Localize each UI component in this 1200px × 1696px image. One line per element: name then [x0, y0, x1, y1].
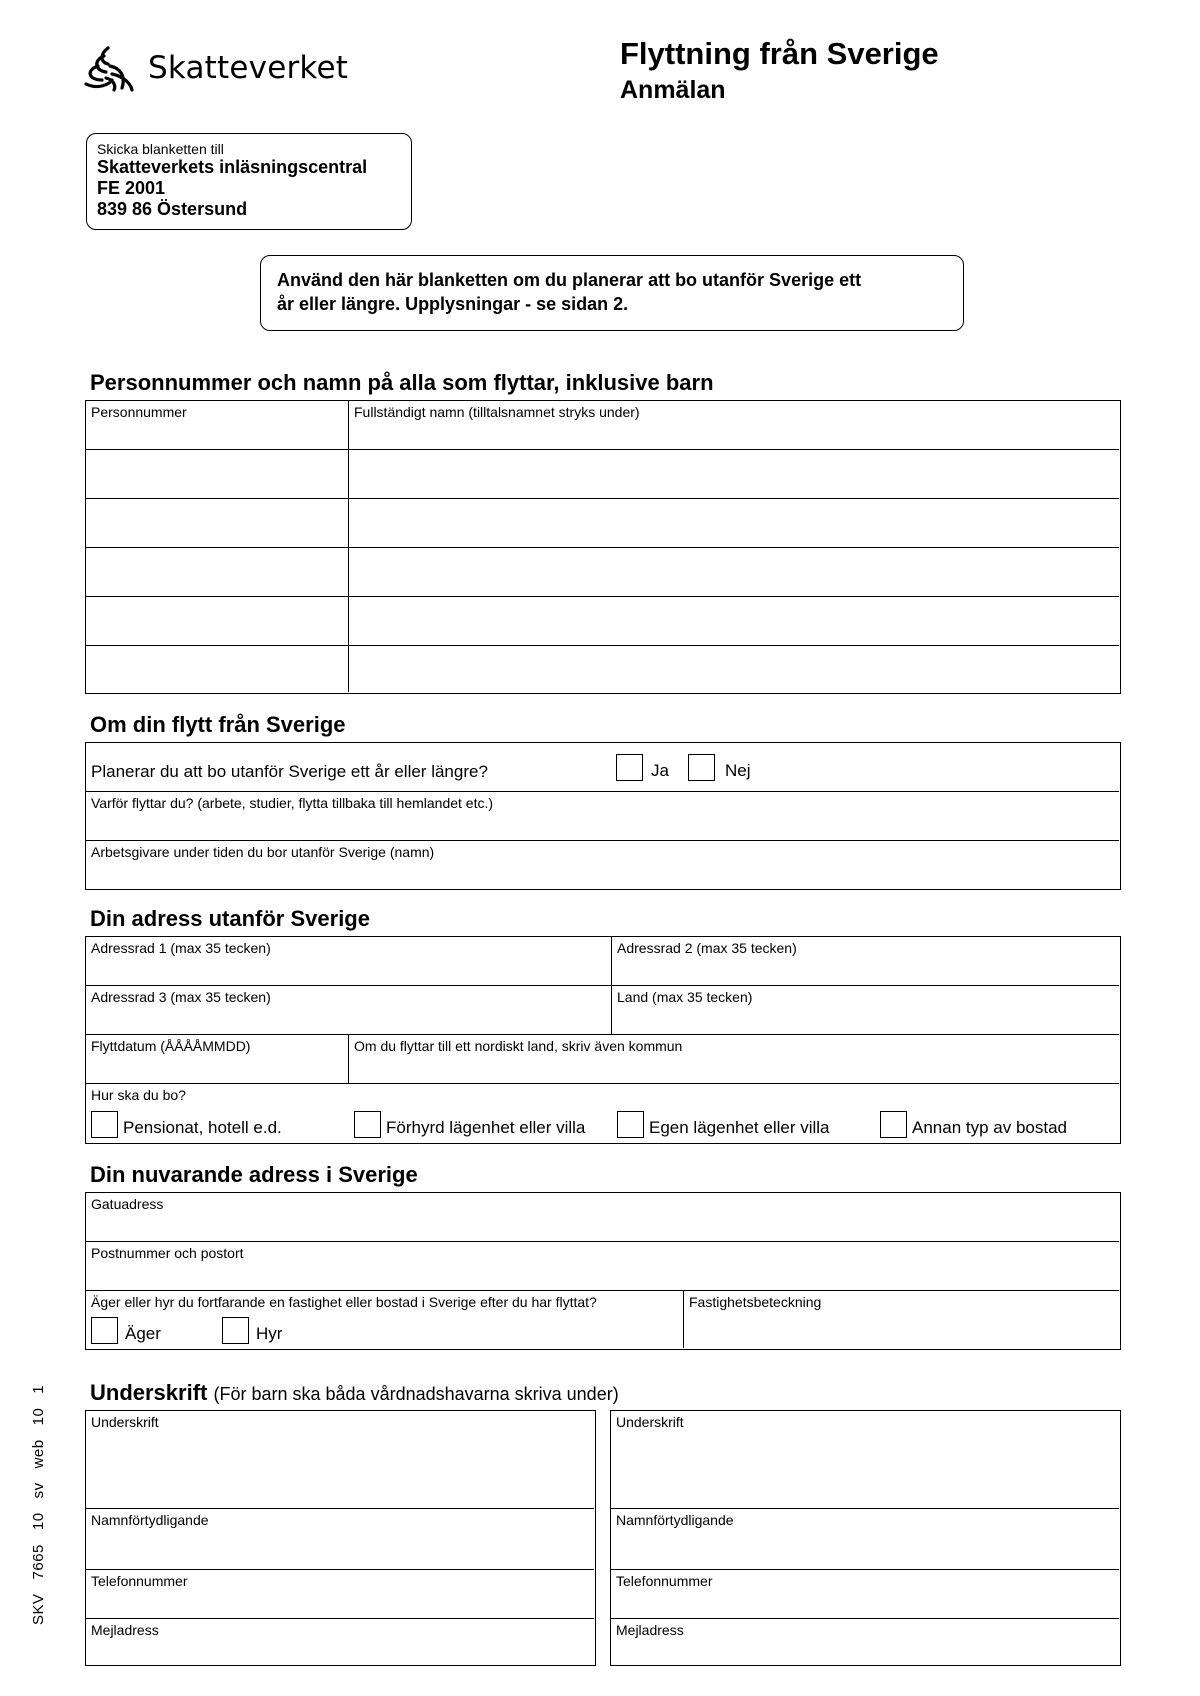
fullname-label: Fullständigt namn (tilltalsnamnet stryks under): [354, 404, 640, 420]
email-label: Mejladress: [616, 1622, 684, 1638]
signature-field[interactable]: [86, 1411, 594, 1509]
address-line2-field[interactable]: [612, 937, 1119, 986]
personnummer-field[interactable]: [86, 646, 349, 692]
fullname-field[interactable]: [349, 597, 1119, 646]
own-rent-question: Äger eller hyr du fortfarande en fastighet eller bostad i Sverige efter du har flyttat?: [91, 1294, 597, 1310]
move-table: [85, 742, 1121, 890]
address-line1-label: Adressrad 1 (max 35 tecken): [91, 940, 271, 956]
signature-label: Underskrift: [616, 1414, 684, 1430]
employer-label: Arbetsgivare under tiden du bor utanför Sverige (namn): [91, 844, 435, 860]
country-label: Land (max 35 tecken): [617, 989, 753, 1005]
stay-abroad-row: [86, 743, 1119, 792]
employer-field[interactable]: [86, 841, 1119, 888]
abroad-section-title: Din adress utanför Sverige: [90, 906, 370, 931]
housing-pension-checkbox[interactable]: [91, 1111, 118, 1138]
housing-label: Hur ska du bo?: [91, 1087, 186, 1103]
country-field[interactable]: [612, 986, 1119, 1035]
phone-label: Telefonnummer: [616, 1573, 713, 1589]
email-label: Mejladress: [91, 1622, 159, 1638]
email-field[interactable]: [611, 1619, 1119, 1664]
signature-section-title: [90, 1380, 619, 1406]
own-rent-row: [86, 1291, 684, 1348]
email-field[interactable]: [86, 1619, 594, 1664]
personnummer-field[interactable]: [86, 450, 349, 499]
form-title: Flyttning från Sverige: [620, 36, 939, 71]
personnummer-header[interactable]: [86, 401, 349, 450]
personnummer-field[interactable]: [86, 597, 349, 646]
phone-field[interactable]: [86, 1570, 594, 1619]
street-field[interactable]: [86, 1193, 1119, 1242]
current-section-title: Din nuvarande adress i Sverige: [90, 1162, 418, 1187]
yes-label: Ja: [651, 761, 669, 780]
housing-other-checkbox[interactable]: [880, 1111, 907, 1138]
housing-pension-label: Pensionat, hotell e.d.: [123, 1118, 282, 1137]
housing-other-label: Annan typ av bostad: [912, 1118, 1068, 1137]
skatteverket-logo-icon: [82, 44, 138, 92]
current-table: [85, 1192, 1121, 1350]
property-field[interactable]: [684, 1291, 1119, 1348]
phone-field[interactable]: [611, 1570, 1119, 1619]
abroad-table: [85, 936, 1121, 1144]
nordic-municipality-label: Om du flyttar till ett nordiskt land, skriv även kommun: [354, 1038, 683, 1054]
no-label: Nej: [725, 761, 751, 780]
info-line2: år eller längre. Upplysningar - se sidan 2.: [277, 294, 629, 314]
address-line2-label: Adressrad 2 (max 35 tecken): [617, 940, 797, 956]
postal-label: Postnummer och postort: [91, 1245, 244, 1261]
name-clarification-field[interactable]: [86, 1509, 594, 1570]
street-label: Gatuadress: [91, 1196, 164, 1212]
signature-field[interactable]: [611, 1411, 1119, 1509]
phone-label: Telefonnummer: [91, 1573, 188, 1589]
address-line3-field[interactable]: [86, 986, 612, 1035]
own-label: Äger: [125, 1324, 161, 1343]
housing-rented-label: Förhyrd lägenhet eller villa: [386, 1118, 586, 1137]
housing-rented-checkbox[interactable]: [354, 1111, 381, 1138]
name-clarification-label: Namnförtydligande: [616, 1512, 734, 1528]
form-code: SKV 7665 10 sv web 10 1: [30, 1384, 47, 1625]
signature-label: Underskrift: [91, 1414, 159, 1430]
address-line3-label: Adressrad 3 (max 35 tecken): [91, 989, 271, 1005]
send-to-label: Skicka blanketten till: [97, 141, 224, 157]
persons-table: [85, 400, 1121, 694]
postal-field[interactable]: [86, 1242, 1119, 1291]
fullname-header[interactable]: [349, 401, 1119, 450]
personnummer-field[interactable]: [86, 548, 349, 597]
send-to-box: [86, 133, 412, 230]
fullname-field[interactable]: [349, 548, 1119, 597]
info-line1: Använd den här blanketten om du planerar att bo utanför Sverige ett: [277, 270, 862, 290]
name-clarification-label: Namnförtydligande: [91, 1512, 209, 1528]
stay-abroad-question: Planerar du att bo utanför Sverige ett år eller längre?: [91, 762, 488, 781]
fullname-field[interactable]: [349, 499, 1119, 548]
send-to-line2: FE 2001: [97, 178, 166, 198]
send-to-line1: Skatteverkets inläsningscentral: [97, 157, 368, 177]
signature-note: (För barn ska båda vårdnadshavarna skriva under): [213, 1384, 619, 1404]
form-subtitle: Anmälan: [620, 76, 726, 104]
no-checkbox[interactable]: [688, 754, 715, 781]
personnummer-label: Personnummer: [91, 404, 187, 420]
yes-checkbox[interactable]: [616, 754, 643, 781]
send-to-line3: 839 86 Östersund: [97, 199, 248, 219]
name-clarification-field[interactable]: [611, 1509, 1119, 1570]
fullname-field[interactable]: [349, 450, 1119, 499]
own-checkbox[interactable]: [91, 1317, 118, 1344]
signature-block-left: [85, 1410, 596, 1666]
skatteverket-logo: [82, 44, 348, 92]
info-box: [260, 255, 964, 331]
property-label: Fastighetsbeteckning: [689, 1294, 822, 1310]
housing-own-label: Egen lägenhet eller villa: [649, 1118, 830, 1137]
housing-row: [86, 1084, 1119, 1142]
nordic-municipality-field[interactable]: [349, 1035, 1119, 1084]
reason-field[interactable]: [86, 792, 1119, 841]
reason-label: Varför flyttar du? (arbete, studier, flytta tillbaka till hemlandet etc.): [91, 795, 494, 811]
signature-title-text: Underskrift: [90, 1380, 208, 1405]
move-date-field[interactable]: [86, 1035, 349, 1084]
personnummer-field[interactable]: [86, 499, 349, 548]
move-date-label: Flyttdatum (ÅÅÅÅMMDD): [91, 1038, 251, 1054]
rent-checkbox[interactable]: [222, 1317, 249, 1344]
fullname-field[interactable]: [349, 646, 1119, 692]
persons-section-title: Personnummer och namn på alla som flyttar, inklusive barn: [90, 370, 714, 395]
logo-text: Skatteverket: [148, 50, 349, 86]
rent-label: Hyr: [256, 1324, 283, 1343]
housing-own-checkbox[interactable]: [617, 1111, 644, 1138]
signature-block-right: [610, 1410, 1121, 1666]
address-line1-field[interactable]: [86, 937, 612, 986]
move-section-title: Om din flytt från Sverige: [90, 712, 346, 737]
